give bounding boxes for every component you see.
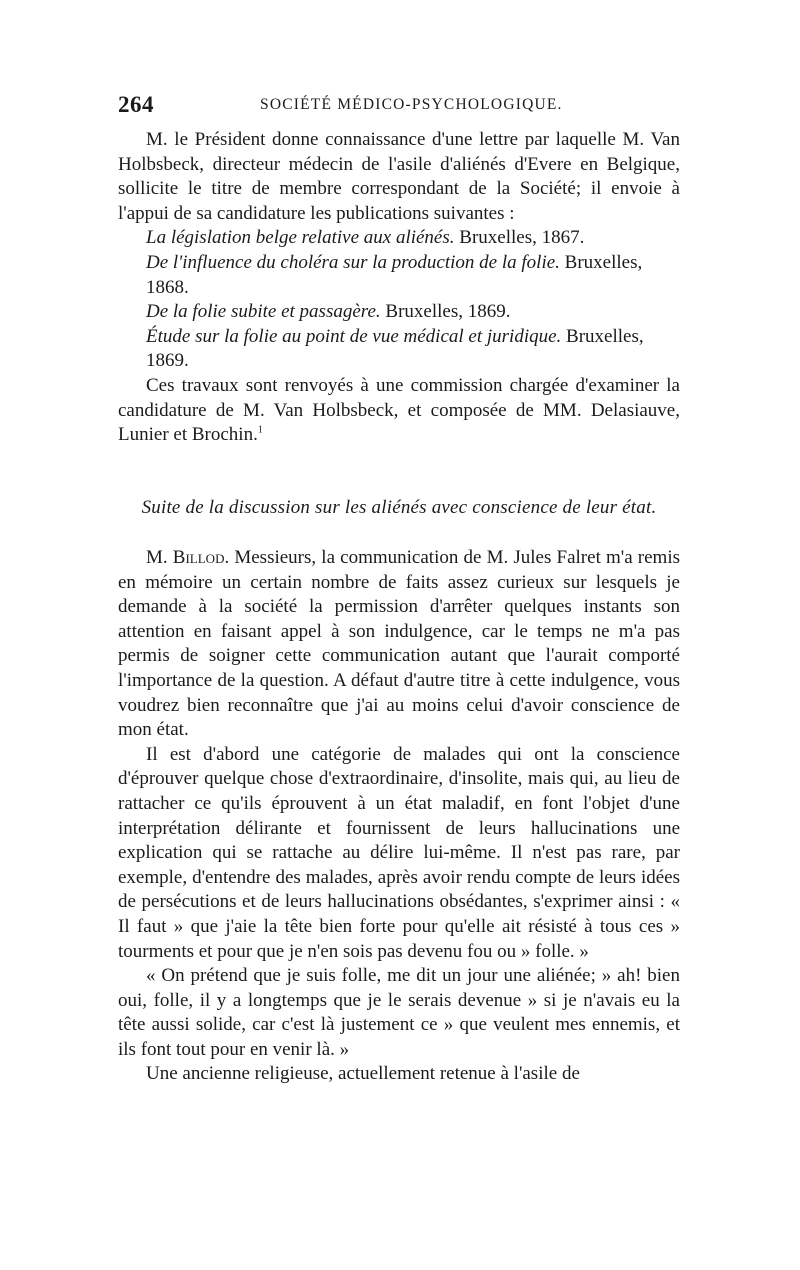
- section-title: Suite de la discussion sur les aliénés avec conscience de leur état.: [141, 497, 657, 518]
- publication-item: De la folie subite et passagère. Bruxelles, 1869.: [146, 301, 511, 323]
- discussion-block: [118, 546, 680, 1087]
- running-title: SOCIÉTÉ MÉDICO-PSYCHOLOGIQUE.: [260, 96, 563, 113]
- discussion-paragraph: Il est d'abord une catégorie de malades qui ont la conscience d'éprouver quelque chose d'extraordinaire, d'insolite, mais qui, au lieu de rattacher ce qu'ils éprouvent à un état maladif, en font l'objet d'une interprétation délirante et fournissent de leurs hallucinations une explication qui se rattache au délire lui-même. Il n'est pas rare, par exemple, d'entendre des malades, après avoir rendu compte de leurs idées de persécutions et de leurs hallucinations obsédantes, s'exprimer ainsi : « Il faut » que j'aie la tête bien forte pour qu'elle ait résisté à tous ces » tourments et pour que je n'en sois pas devenu fou ou » folle. »: [118, 743, 680, 962]
- intro-block: [118, 128, 680, 448]
- discussion-paragraph-last: Une ancienne religieuse, actuellement retenue à l'asile de: [146, 1063, 580, 1085]
- speaker-name: M. Billod.: [146, 547, 230, 568]
- running-head: [118, 92, 680, 122]
- intro-paragraph: M. le Président donne connaissance d'une lettre par laquelle M. Van Holbsbeck, directeur médecin de l'asile d'aliénés d'Evere en Belgique, sollicite le titre de membre correspondant de la Société; il envoie à l'appui de sa candidature les publications suivantes :: [118, 129, 680, 224]
- page-number: 264: [118, 92, 154, 117]
- publication-list: [118, 226, 680, 374]
- publication-item: Étude sur la folie au point de vue médical et juridique. Bruxelles, 1869.: [146, 325, 644, 372]
- commission-paragraph: Ces travaux sont renvoyés à une commission chargée d'examiner la candidature de M. Van Holbsbeck, et composée de MM. Delasiauve, Lunier et Brochin.$^1$: [118, 374, 680, 446]
- publication-item: La législation belge relative aux aliénés. Bruxelles, 1867.: [146, 227, 585, 249]
- quote-paragraph: « On prétend que je suis folle, me dit un jour une aliénée; » ah! bien oui, folle, il y a longtemps que je le serais devenue » si je n'avais eu la tête aussi solide, car c'est là justement ce » que veulent mes ennemis, et ils font tout pour en venir là. »: [118, 965, 680, 1060]
- speaker-paragraph: M. Billod. Messieurs, la communication de M. Jules Falret m'a remis en mémoire un certain nombre de faits assez curieux sur lesquels je demande à la société la permission d'arrêter quelques instants son attention en faisant appel à son indulgence, car le temps ne m'a pas permis de soigner cette communication autant que l'aurait comporté l'importance de la question. A défaut d'autre titre à cette indulgence, vous voudrez bien reconnaître que j'ai au moins celui d'avoir conscience de mon état.: [118, 547, 680, 741]
- footnote-marker: 1: [257, 424, 263, 436]
- publication-item: De l'influence du choléra sur la production de la folie. Bruxelles, 1868.: [146, 251, 643, 298]
